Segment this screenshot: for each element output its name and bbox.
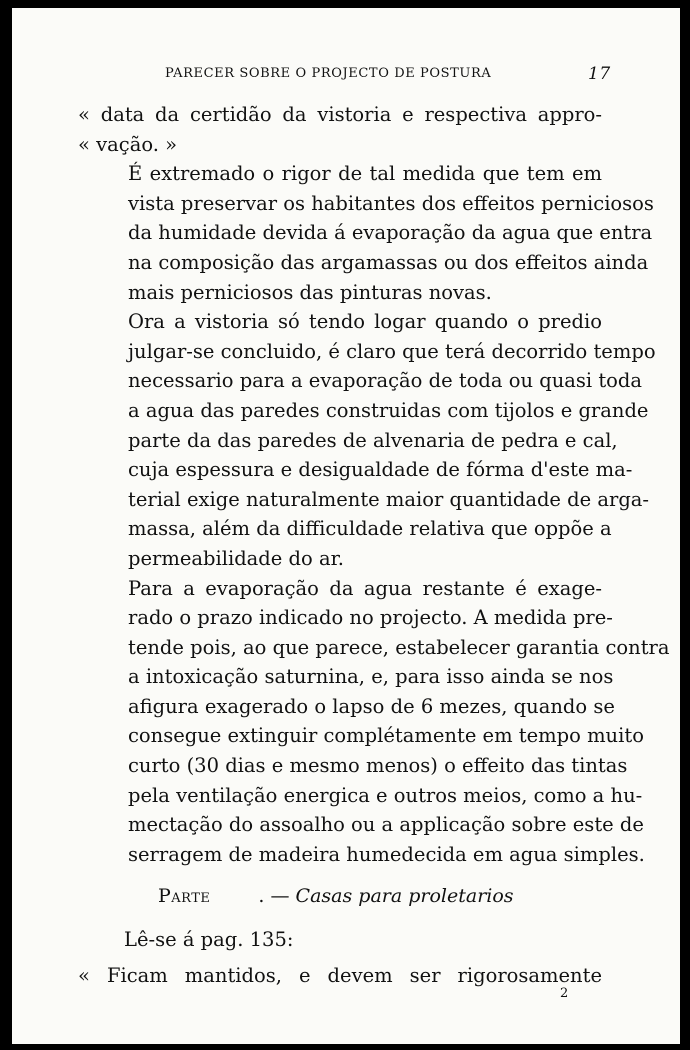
text-line: mectação do assoalho ou a applicação sobre este de [128, 813, 644, 837]
text-line: consegue extinguir complétamente em tempo muito [128, 724, 644, 748]
text-line: a agua das paredes construidas com tijolos e grande [128, 398, 649, 422]
section-line: « Ficam mantidos, e devem ser rigorosamente [78, 964, 602, 987]
section-separator: . — [258, 885, 290, 907]
paragraph [78, 307, 656, 573]
paragraph [78, 159, 654, 307]
paragraph [78, 100, 602, 159]
text-line: rado o prazo indicado no projecto. A medida pre- [128, 606, 613, 630]
body-text [78, 100, 670, 869]
text-line: necessario para a evaporação de toda ou quasi toda [128, 369, 643, 393]
section-text [78, 922, 602, 994]
book-page [12, 8, 680, 1044]
text-line: permeabilidade do ar. [128, 546, 344, 570]
signature-mark: 2 [560, 986, 569, 1001]
section-heading [158, 885, 514, 907]
page-header [12, 64, 680, 88]
text-line: cuja espessura e desigualdade de fórma d'este ma- [128, 458, 633, 482]
section-line: Lê-se á pag. 135: [124, 928, 294, 951]
text-line: « vação. » [78, 132, 178, 156]
text-line: a intoxicação saturnina, e, para isso ainda se nos [128, 665, 614, 689]
text-line: serragem de madeira humedecida em agua simples. [128, 842, 645, 866]
text-line: massa, além da difficuldade relativa que oppõe a [128, 517, 612, 541]
text-line: na composição das argamassas ou dos effeitos ainda [128, 250, 649, 274]
text-line: mais perniciosos das pinturas novas. [128, 280, 492, 304]
section-title: Casas para proletarios [295, 885, 514, 907]
text-line: parte da das paredes de alvenaria de pedra e cal, [128, 428, 618, 452]
paragraph [78, 574, 670, 870]
text-line: tende pois, ao que parece, estabelecer garantia contra [128, 635, 670, 659]
text-line: Ora a vistoria só tendo logar quando o predio [128, 310, 602, 334]
page-number: 17 [588, 64, 611, 84]
text-line: Para a evaporação da agua restante é exage- [128, 576, 602, 600]
running-head: PARECER SOBRE O PROJECTO DE POSTURA [165, 66, 492, 81]
section-label: Parte [158, 885, 211, 907]
text-line: « data da certidão da vistoria e respectiva appro- [78, 103, 602, 126]
text-line: afigura exagerado o lapso de 6 mezes, quando se [128, 694, 615, 718]
text-line: terial exige naturalmente maior quantidade de arga- [128, 487, 650, 511]
text-line: da humidade devida á evaporação da agua que entra [128, 221, 653, 245]
text-line: vista preservar os habitantes dos effeitos perniciosos [128, 191, 654, 215]
text-line: pela ventilação energica e outros meios, como a hu- [128, 783, 643, 807]
text-line: julgar-se concluido, é claro que terá decorrido tempo [128, 339, 656, 363]
text-line: curto (30 dias e mesmo menos) o effeito das tintas [128, 754, 628, 778]
text-line: É extremado o rigor de tal medida que tem em [128, 162, 602, 186]
